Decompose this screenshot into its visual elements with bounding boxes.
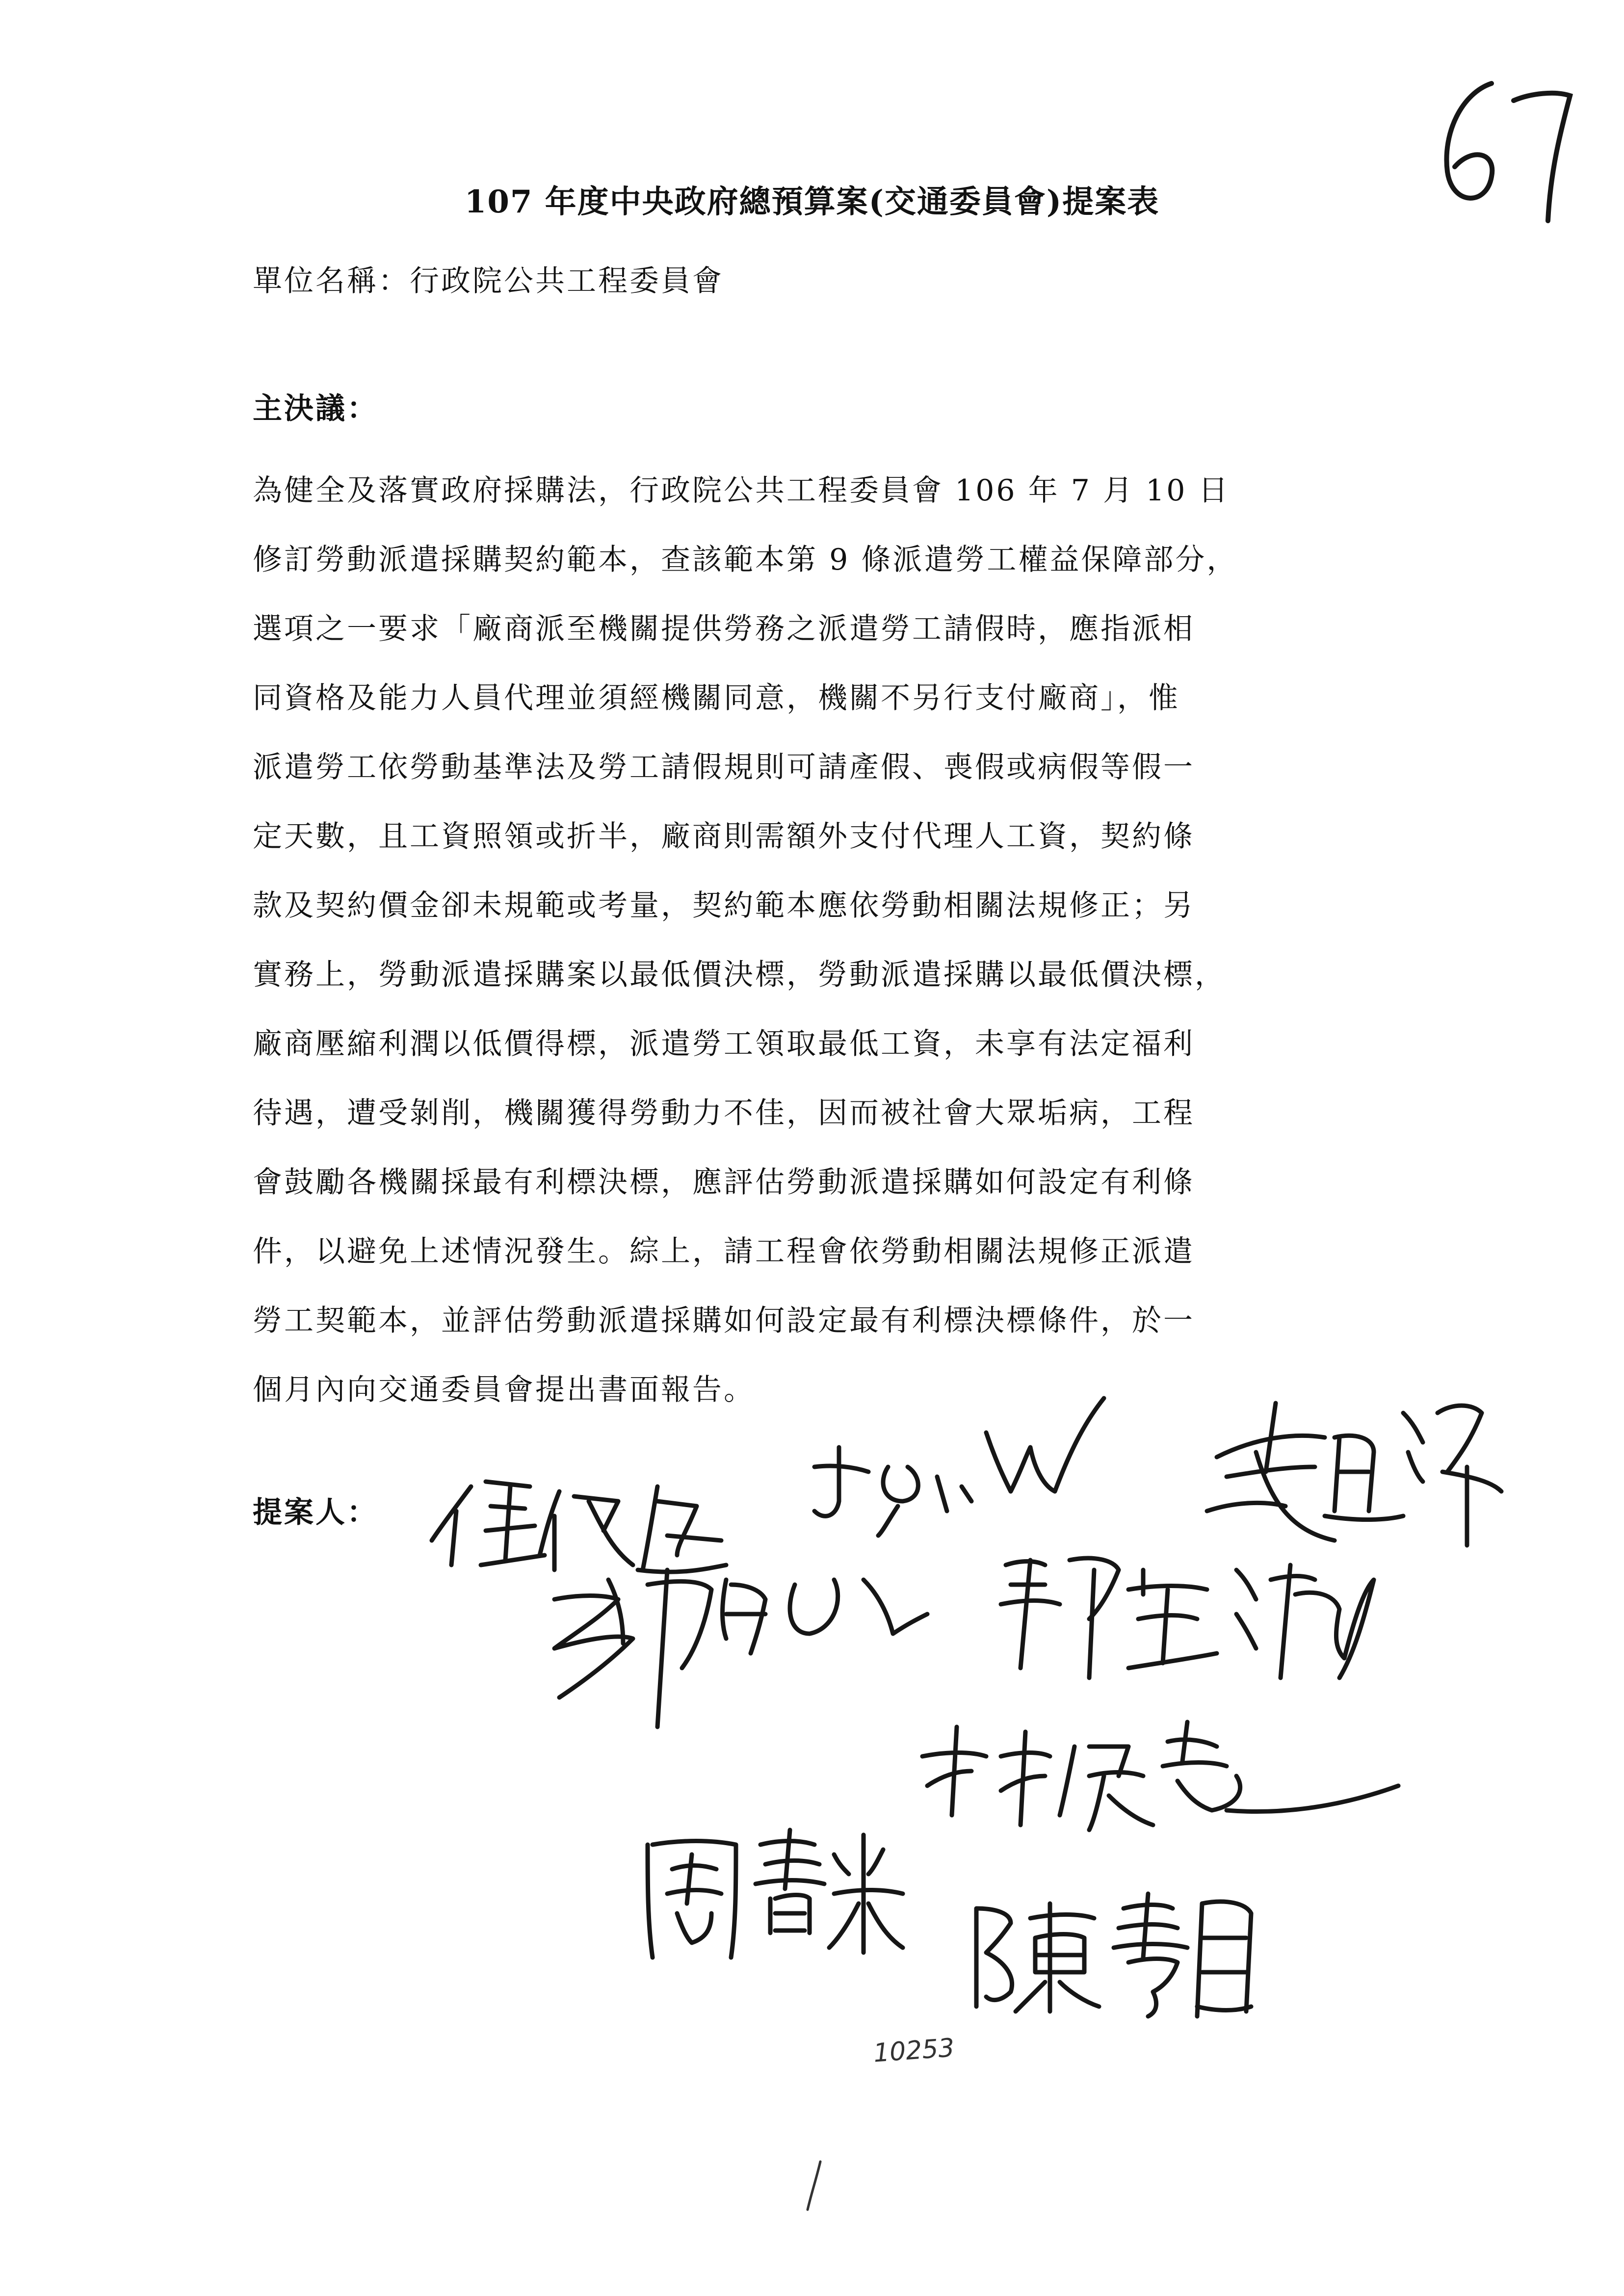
document-title: 107 年度中央政府總預算案(交通委員會)提案表: [464, 183, 1160, 220]
body-line: 款及契約價金卻未規範或考量，契約範本應依勞動相關法規修正；另: [253, 888, 1195, 923]
body-line: 勞工契範本，並評估勞動派遣採購如何設定最有利標決標條件，於一: [253, 1304, 1195, 1338]
main-resolution-heading: 主決議：: [253, 391, 378, 426]
body-line: 個月內向交通委員會提出書面報告。: [253, 1373, 755, 1407]
body-line: 修訂勞動派遣採購契約範本，查該範本第 9 條派遣勞工權益保障部分，: [253, 543, 1238, 577]
unit-name-label: 單位名稱：: [253, 264, 410, 298]
body-line: 待遇，遭受剝削，機關獲得勞動力不佳，因而被社會大眾垢病，工程: [253, 1096, 1195, 1130]
signature-4: [554, 1570, 927, 1727]
body-line: 派遣勞工依勞動基準法及勞工請假規則可請產假、喪假或病假等假一: [253, 750, 1195, 784]
proposers-label: 提案人：: [253, 1495, 378, 1530]
unit-name-value: 行政院公共工程委員會: [410, 264, 724, 298]
body-line: 選項之一要求「廠商派至機關提供勞務之派遣勞工請假時，應指派相: [253, 612, 1195, 646]
body-line: 廠商壓縮利潤以低價得標，派遣勞工領取最低工資，未享有法定福利: [253, 1027, 1195, 1061]
main-resolution-body: [253, 456, 1440, 1425]
page-footer-mark: [805, 2159, 824, 2213]
signature-8: [976, 1894, 1251, 2016]
signature-1: [432, 1482, 726, 1572]
signature-7: [648, 1830, 903, 1957]
body-line: 件，以避免上述情況發生。綜上，請工程會依勞動相關法規修正派遣: [253, 1234, 1195, 1269]
body-line: 定天數，且工資照領或折半，廠商則需額外支付代理人工資，契約條: [253, 819, 1195, 854]
unit-name-line: [253, 258, 724, 300]
body-line: 會鼓勵各機關採最有利標決標，應評估勞動派遣採購如何設定有利條: [253, 1165, 1195, 1200]
body-line: 實務上，勞動派遣採購案以最低價決標，勞動派遣採購以最低價決標，: [253, 958, 1226, 992]
body-line: 為健全及落實政府採購法，行政院公共工程委員會 106 年 7 月 10 日: [253, 473, 1230, 508]
signature-5: [1001, 1558, 1374, 1678]
handwritten-sheet-number: 10253: [872, 2033, 956, 2068]
body-line: 同資格及能力人員代理並須經機關同意，機關不另行支付廠商」，惟: [253, 681, 1180, 715]
signature-6: [922, 1722, 1398, 1830]
